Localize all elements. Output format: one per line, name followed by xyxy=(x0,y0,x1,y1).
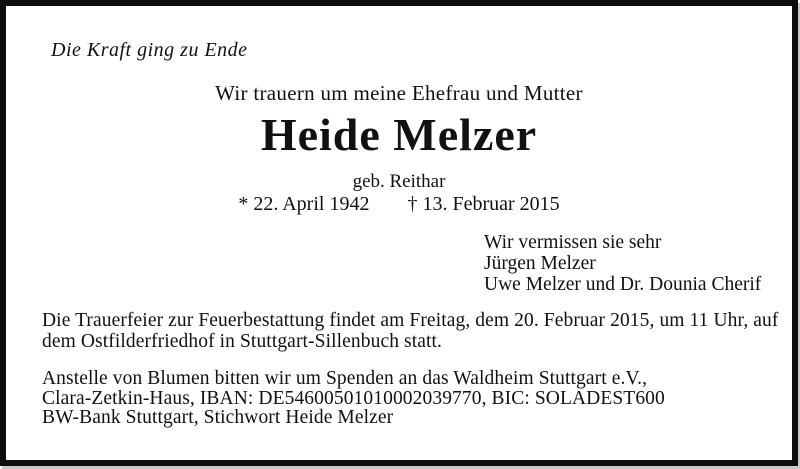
death-date: † 13. Februar 2015 xyxy=(407,193,560,215)
funeral-info-line: dem Ostfilderfriedhof in Stuttgart-Sillenbuch statt. xyxy=(42,330,442,352)
donation-info-line: BW-Bank Stuttgart, Stichwort Heide Melzer xyxy=(42,407,394,429)
condolence-line: Wir vermissen sie sehr xyxy=(484,232,662,253)
mourner-name: Uwe Melzer und Dr. Dounia Cherif xyxy=(484,274,762,295)
condolence-block xyxy=(484,232,761,295)
donation-info-line: Anstelle von Blumen bitten wir um Spenden an das Waldheim Stuttgart e.V., xyxy=(42,368,648,389)
funeral-info-line: Die Trauerfeier zur Feuerbestattung findet am Freitag, dem 20. Februar 2015, um 11 Uhr, auf xyxy=(42,310,779,331)
motto-line: Die Kraft ging zu Ende xyxy=(51,39,248,61)
birth-date: * 22. April 1942 xyxy=(238,193,370,215)
mourning-intro-line: Wir trauern um meine Ehefrau und Mutter xyxy=(215,81,583,105)
funeral-info-paragraph xyxy=(42,311,778,352)
donation-info-paragraph xyxy=(42,369,665,428)
donation-info-line: Clara-Zetkin-Haus, IBAN: DE54600501010002039770, BIC: SOLADEST600 xyxy=(42,387,665,409)
life-dates xyxy=(6,193,792,216)
mourner-name: Jürgen Melzer xyxy=(484,253,596,274)
deceased-name: Heide Melzer xyxy=(260,109,538,160)
maiden-name: geb. Reithar xyxy=(352,171,446,192)
